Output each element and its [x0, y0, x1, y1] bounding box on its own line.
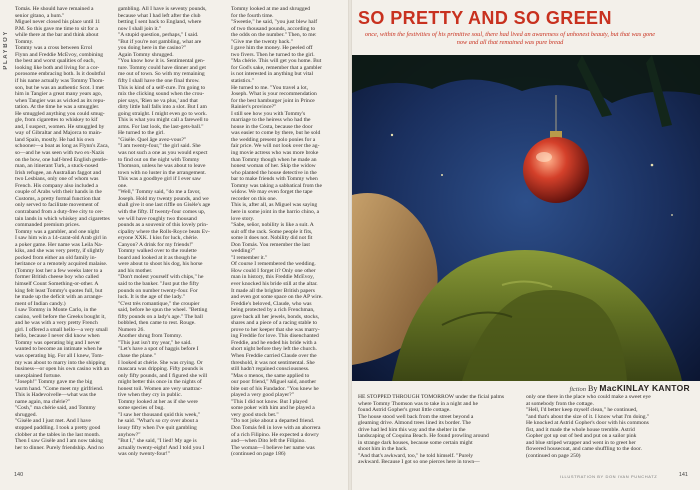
text-line: It made all the brighter British papers	[231, 287, 315, 294]
byline-by: By	[588, 384, 598, 393]
text-line: of a rich Filipino. He expected a dowry	[231, 431, 319, 438]
text-line: said, before he spun the wheel. "Betting	[118, 307, 208, 314]
text-line: Customs, a pretty formal function that	[15, 195, 101, 202]
text-line: Don Tomás. You remember the last	[231, 241, 310, 248]
text-line: "A stupid question, perhaps," I said.	[118, 32, 199, 39]
text-line: business—or open his own casino with an	[15, 366, 110, 373]
text-line: some it does not. Nobility did not fit	[231, 235, 313, 242]
left-column-3	[231, 6, 339, 458]
text-line: is not interested in anything but vital	[231, 71, 314, 78]
text-line: hello, because I never did know when	[15, 333, 100, 340]
text-line: fifty I shall have the one final throw.	[118, 78, 200, 85]
text-line: "Sabe, señor, nobility is like a suit. A	[231, 222, 314, 229]
text-line: the odds on the number." Then, to me:	[231, 32, 317, 39]
text-line: "Cosh," ma chérie said, and Tommy	[15, 405, 96, 412]
text-line: I still see how you with Tommy's	[231, 110, 306, 117]
text-line: girl. I offered a small hello—a very small	[15, 326, 108, 333]
text-line: king felt least Tommy's quotes full, but	[15, 287, 103, 294]
text-line: gleaming drive. Almond trees lined its border. The	[358, 420, 471, 427]
text-line: tation. At the time he was a smuggler.	[15, 104, 100, 111]
text-line: anyhow?"	[118, 431, 141, 438]
text-line: stopped paddling. I took a pretty good	[15, 425, 101, 431]
text-line: with the fifty. If twenty-four comes up,	[118, 208, 206, 215]
text-line: board and looked at it as though he	[118, 254, 197, 261]
text-line: gave back all her jewels, bonds, stocks,	[231, 313, 320, 320]
text-line: Tommy was taking a sabbatical from the	[231, 182, 322, 189]
text-line: of two thousand pounds, according to	[231, 25, 316, 32]
text-line: suit off the rack. Some people it fits,	[231, 228, 313, 235]
text-line: might better this once in the nights of	[118, 379, 202, 386]
text-line: said to the banker. "Just put the fifty	[118, 280, 199, 287]
text-line: arms. For last look, the last-gets-ball."	[118, 123, 204, 130]
magazine-sidebar-label: PLAYBOY	[3, 30, 9, 70]
text-line: fifty pounds on a lady's age." The ball	[118, 313, 203, 320]
text-line: was not such a one as you would expect	[118, 150, 208, 157]
text-line: honest woman of her. Skip the widow	[231, 163, 316, 170]
text-line: fair price. We will not look over the ag-	[231, 143, 320, 150]
text-line: if his name actually was Tommy Thom-	[15, 78, 105, 85]
text-line: "C'est très romantique," the croupier	[118, 300, 200, 307]
text-line: This is, after all, as Miguel was saying	[231, 202, 318, 209]
text-line: short night before they left the church.	[231, 346, 317, 353]
right-column-2	[526, 394, 692, 459]
text-line: "Do not joke about a departed friend.	[231, 418, 315, 425]
text-line: wedding?"	[231, 248, 256, 255]
text-line: Tommy was a cross between Errol	[15, 45, 93, 52]
text-line: Freddie, and he ended his bride with a	[231, 339, 317, 346]
byline-author: MacKINLAY KANTOR	[599, 383, 690, 393]
text-line: French. His company also included a	[15, 182, 98, 189]
text-line: "Let's have a spot of haggis before I	[118, 346, 199, 353]
text-line: The woman—I believe her name was	[231, 444, 315, 451]
text-line: so—and he was seen with two ex-Nazis	[15, 150, 105, 157]
text-line: ing movie actress who was more broke	[231, 150, 319, 157]
text-line: awkward. Because I got so one pierces here in town—	[358, 459, 480, 466]
text-line: contraband from a duty-free city to cer-	[15, 208, 104, 215]
text-line: love story.	[231, 215, 255, 222]
text-line: (continued on page 186)	[231, 451, 286, 458]
text-line: statistics."	[231, 78, 254, 85]
text-line: recorder on this one.	[231, 195, 277, 202]
text-line: bite out of his Fundador. "You knew he	[231, 385, 319, 392]
text-line: Irish refugee, an Australian faggot and	[15, 169, 102, 176]
text-line: two fivers. Then he turned to the girl.	[231, 51, 315, 58]
text-line: (continued on page 250)	[526, 452, 581, 459]
text-line: for the best hamburger joint in Prince	[231, 97, 315, 104]
text-line: when Tangier was as wicked as its repu-	[15, 97, 106, 104]
text-line: some species of bug.	[118, 405, 165, 412]
text-line: marriage to the heiress who had the	[231, 117, 311, 124]
text-line: man, an itinerant Turk, a stuck-nosed	[15, 163, 99, 170]
text-line: pounds as a souvenir of this lovely prin-	[118, 222, 208, 229]
text-line: ing Freddie for love. This disenchanted	[231, 333, 319, 340]
text-line: heritance or a remotely acquired malaise.	[15, 261, 108, 268]
text-line: HE STOPPED THROUGH TOMORROW under the ficial palms	[358, 394, 505, 400]
text-line: pier says, 'Rien ne va plus,' and that	[118, 97, 198, 104]
text-line: shall give it one last riffle on Gisèle's age	[118, 202, 211, 209]
story-headline: SO PRETTY AND SO GREEN	[358, 8, 612, 28]
text-line: "This I did not know. But I played	[231, 398, 308, 405]
text-line: shares and a piece of a racing stable to	[231, 320, 318, 327]
text-line: "You know how it is. Sentimental gen-	[118, 58, 205, 65]
text-line: the wedding present polo ponies for a	[231, 136, 316, 143]
text-line: I saw Tommy in Monte Carlo, in the	[15, 307, 97, 314]
text-line: I saw him win a 14-carat-old Arab girl in	[15, 235, 107, 242]
text-line: commanded premium prices.	[15, 222, 81, 229]
text-line: was easier to come by there, but he sold	[231, 130, 321, 137]
illustration-credit: ILLUSTRATION BY DON IVAN PUNCHATZ	[560, 474, 658, 479]
text-line: Of course I remembered the wedding.	[231, 261, 316, 268]
text-line: town with no luster in the arrangement.	[118, 169, 207, 176]
text-line: were about to shoot his dog, his horse	[118, 261, 203, 268]
text-line: and, I suspect, women. He smuggled by	[15, 123, 105, 130]
story-deck: once, within the festivities of his primitive soul, there had lived an awareness of unhonest beauty, but that was gone now and all that remained was pure bread	[364, 31, 656, 46]
text-line: This is kind of a self-cure. I'm going to	[118, 84, 206, 91]
right-column-1	[358, 394, 518, 466]
text-line: wanted to become an intimate when he	[15, 346, 103, 353]
text-line: here in some joint in the barrio chino, a	[231, 208, 320, 215]
text-line: still hadn't regained consciousness.	[231, 366, 310, 373]
text-line: looking like both and living for a cor-	[15, 64, 100, 71]
text-line: landscaping of Coquina Beach. He found prowling around	[358, 433, 489, 440]
text-line: where Tommy Thomson was to take in a night and he	[358, 400, 478, 407]
text-line: and he was with a very pretty French	[15, 320, 98, 327]
text-line: prove to her keeper that she was marry-	[231, 326, 320, 333]
text-line: and even got some space on the AP wire.	[231, 294, 323, 301]
text-line: Tommy was a gambler, and one night	[15, 228, 100, 235]
byline-category: fiction	[569, 386, 587, 393]
story-illustration	[352, 55, 700, 381]
text-line: pounds on number twenty-four. For	[118, 287, 198, 294]
text-line: lousy fifty when I've quit gambling	[118, 425, 197, 431]
text-line: Don Tomás fell in love with an ahorrera	[231, 425, 321, 431]
text-line: being protected by a rich Frenchman,	[231, 307, 315, 314]
text-line: clobber at the tables in the last month.	[15, 431, 101, 438]
text-line: "Well," Tommy said, "do me a favor,	[118, 189, 201, 196]
text-line: going straight. I might even go to work.	[118, 110, 208, 117]
text-line: you doing here in the casino?"	[118, 45, 186, 52]
story-byline	[520, 383, 690, 393]
text-line: schooner—a boat as long as Flynn's Zaca,	[15, 143, 110, 150]
text-line: "Give me the twenty back."	[231, 38, 293, 45]
text-line: way of Gibraltar and Majorca to main-	[15, 130, 102, 137]
text-line: him in Tangier a great many years ago,	[15, 91, 103, 98]
text-line: ever knocked his bride still at the altar.	[231, 280, 318, 287]
text-line: He turned to the girl.	[118, 130, 165, 137]
text-line: fist, and it made the whole house tremble. Astrid	[526, 426, 635, 433]
text-line: the best and worst qualities of each,	[15, 58, 95, 65]
text-line: for the fourth time.	[231, 12, 274, 19]
text-line: This is what you might call a farewell to	[118, 117, 209, 124]
text-line: and his mother.	[118, 267, 153, 274]
text-line: When Freddie carried Claude over the	[231, 352, 317, 359]
text-line: "Joseph!" Tommy gave me the big	[15, 379, 93, 386]
text-line: This was a goodbye girl if I ever saw	[118, 176, 201, 183]
text-line: honest toil. Women are very unattrac-	[118, 385, 203, 392]
text-line: couple of Arabs with their hands in the	[15, 189, 102, 196]
text-line: himself Count Something-or-other. A	[15, 280, 99, 287]
text-line: chase the plane."	[118, 352, 156, 359]
text-line: a poker game. Her name was Leila Na-	[15, 241, 103, 248]
text-line: dirty little ball falls into a slot. But I am	[118, 104, 207, 111]
text-line: "But I," she said, "I lied! My age is	[118, 438, 197, 445]
text-line: ment of Indian candy.)	[15, 300, 66, 307]
text-line: me out of town. So with my remaining	[118, 71, 205, 78]
text-line: luck. It is the age of the lady."	[118, 294, 186, 301]
text-line: played a very good player?"	[231, 392, 294, 399]
text-line: man in history, this Freddie McEvoy,	[231, 274, 315, 281]
text-line: only one there in the place who could make a sweet eye	[526, 394, 651, 400]
text-line: warm hand. "Come meet my girlfriend.	[15, 385, 104, 392]
text-line: "I remember it."	[231, 254, 268, 261]
text-line: He smuggled anything you could smug-	[15, 110, 105, 117]
text-line: only fifty pounds, and I figured she will	[118, 372, 208, 379]
text-line: flowered housecoat, and came shuffling to the door.	[526, 446, 642, 453]
text-line: some poker with him and he played a	[231, 405, 315, 412]
illustration-artwork	[352, 55, 700, 381]
text-line: was operating big. For all I knew, Tom-	[15, 352, 104, 359]
text-line: shoot him in the back.	[358, 446, 408, 453]
text-line: our poor friend," Miguel said, another	[231, 379, 317, 386]
text-line: I looked at chérie. She was crying. Or	[118, 359, 203, 366]
text-line: "Sweetie," he said, "you just blew half	[231, 19, 318, 26]
text-line: Then I saw Gisèle and I am now taking	[15, 438, 103, 445]
text-line: for God's sake, remember that a gambler	[231, 64, 322, 71]
text-line: drive had led him this way and the shelter in the	[358, 426, 466, 433]
text-line: shrugged.	[15, 411, 37, 418]
text-line: "I am twenty-four," the girl said. She	[118, 143, 201, 150]
text-line: The house stood well back from the street beyond a	[358, 413, 474, 420]
text-line: "Gisèle. Quel âge avez-vous?"	[118, 136, 187, 143]
text-line: tain lands in which whiskey and cigarettes	[15, 215, 110, 222]
text-line: my was about to marry into the shipping	[15, 359, 106, 366]
text-line: Thomson, unless he was about to leave	[118, 163, 206, 170]
text-line: two Lesbians, only one of whom was	[15, 176, 99, 183]
text-line: "Gisèle and I just met. And I have	[15, 418, 91, 425]
text-line: very good stock bet."	[231, 411, 279, 418]
text-line: Canyon? A drink for my friends!"	[118, 241, 194, 248]
left-column-1	[15, 6, 111, 451]
text-line: (Tommy lost her a few weeks later to a	[15, 267, 103, 274]
text-line: Miguel never closed his place until 11	[15, 19, 101, 26]
text-line: and blue striped wrapper and went in to greet her	[526, 439, 636, 446]
text-line: gle, from cigarettes to whiskey to kif	[15, 117, 98, 124]
text-line: "I saw her thousand quid this week,"	[118, 411, 201, 418]
text-line: I gave him the money. He peeled off	[231, 45, 313, 52]
text-line: Tommy looked at me and shrugged	[231, 6, 310, 12]
text-line: ture. Tommy could have dinner and get	[118, 64, 206, 71]
text-line: who planted the house detective in the	[231, 169, 317, 176]
text-line: "And that's awkward, too," he told himself. "Purely	[358, 452, 474, 459]
text-line: P.M. So this gave me time to sit for a	[15, 25, 98, 32]
text-line: than Tommy though when he made an	[231, 156, 317, 163]
text-line: bobbled, then came to rest. Rouge.	[118, 320, 196, 327]
left-page	[0, 0, 348, 490]
text-line: mix the clicking sound when the crou-	[118, 91, 205, 98]
text-line: cipality where the Rolls-Royce beats Ev-	[118, 228, 210, 235]
text-line: to find out on the night with Tommy	[118, 156, 200, 163]
text-line: Numero 26.	[118, 326, 145, 333]
text-line: "Mas o menos, the same applied to	[231, 372, 310, 379]
text-line: Another shrug from Tommy.	[118, 333, 183, 340]
text-line: he made up the deficit with an arrange-	[15, 294, 103, 301]
text-line: Tommy.	[15, 38, 34, 45]
text-line: Gopher got up out of bed and put on a sailor pink	[526, 433, 637, 440]
page-number-left: 140	[14, 472, 24, 478]
text-line: gambling. All I have is seventy pounds,	[118, 6, 207, 12]
text-line: her to dinner. Purely friendship. And no	[15, 444, 104, 451]
text-line: This is Hadevoivelle—what was the	[15, 392, 97, 399]
text-line: "and that's about the size of it. I know what I'm doing."	[526, 413, 650, 420]
text-line: "Ma chérie. This will get you home. But	[231, 58, 322, 65]
text-line: tive when they cry in public.	[118, 392, 183, 399]
left-column-2	[118, 6, 224, 458]
text-line: one.	[118, 182, 128, 189]
text-line: only served to facilitate movement of	[15, 202, 99, 209]
text-line: eryone XXK. I kiss for luck, chérie.	[118, 235, 199, 242]
text-line: Freddie's beloved, Claude, who was	[231, 300, 312, 307]
text-line: he said. "What's so cry over about a	[118, 418, 199, 425]
text-line: now I shall join it."	[118, 25, 162, 32]
text-line: kiks, and she was very pretty, if slightly	[15, 248, 104, 255]
text-line: and—when Dito left the Filipino.	[231, 438, 306, 445]
text-line: unexplained fortune.	[15, 372, 62, 379]
text-line: found Astrid Gopher's great little cottage.	[358, 407, 451, 414]
text-line: at somebody from the cottage.	[526, 400, 594, 407]
text-line: He turned to me. "You travel a lot,	[231, 84, 309, 91]
text-line: Tommy looked at her as if she were	[118, 398, 198, 405]
text-line: on the bow, one half-bred English gentle-	[15, 156, 108, 163]
text-line: we will have roughly two thousand	[118, 215, 197, 222]
text-line: Joseph. What is your recommendation	[231, 91, 317, 98]
text-line: widow. We may even forget the tape	[231, 189, 313, 196]
text-line: casino, well before the Greeks bought it,	[15, 313, 106, 320]
text-line: son, but he was an authentic Scot. I met	[15, 84, 104, 91]
text-line: Again Tommy shrugged.	[118, 51, 174, 58]
text-line: Tomás. He should have remained a	[15, 6, 94, 12]
page-number-right: 141	[678, 472, 688, 478]
text-line: threshold, it was not sentimental. She	[231, 359, 315, 366]
text-line: was only twenty-four!"	[118, 451, 170, 458]
text-line: because what I had left after the club	[118, 12, 201, 19]
text-line: porosome embracing both. Is it doubtful	[15, 71, 106, 78]
text-line: "But if you're not gambling, what are	[118, 38, 202, 45]
text-line: bar to make friends with Tommy when	[231, 176, 318, 183]
text-line: mascara was dripping. Fifty pounds is	[118, 366, 204, 373]
text-line: in strange dark houses, because some certain might	[358, 439, 473, 446]
text-line: former British cheese boy who called	[15, 274, 99, 281]
text-line: Tommy was operating big and I never	[15, 339, 101, 346]
text-line: pocked from either an old family in-	[15, 254, 97, 261]
text-line: betting I sent back to England, where	[118, 19, 202, 26]
text-line: "This just isn't my year," he said.	[118, 339, 192, 346]
text-line: "Hell, I'd better keep myself clean," he continued,	[526, 407, 638, 414]
text-line: Rainier's province?"	[231, 104, 277, 111]
text-line: actually twenty-eight! And I told you I	[118, 444, 205, 451]
text-line: while there at the bar and think about	[15, 32, 99, 39]
text-line: He knocked at Astrid Gopher's door with his commons	[526, 420, 649, 427]
text-line: land Spain, mostly. He had his own	[15, 136, 95, 143]
text-line: senior gitano, a hum."	[15, 12, 65, 19]
text-line: "Don't molest yourself with chips," he	[118, 274, 204, 281]
text-line: house in the Costa, because the door	[231, 123, 313, 130]
text-line: Tommy walked over to the roulette	[118, 248, 197, 255]
text-line: name again, ma chérie?"	[15, 398, 71, 405]
text-line: Joseph. Hold my twenty pounds, and we	[118, 195, 209, 202]
text-line: Flynn and Freddie McEvoy, combining	[15, 51, 104, 58]
text-line: How could I forget it? Only one other	[231, 267, 316, 274]
